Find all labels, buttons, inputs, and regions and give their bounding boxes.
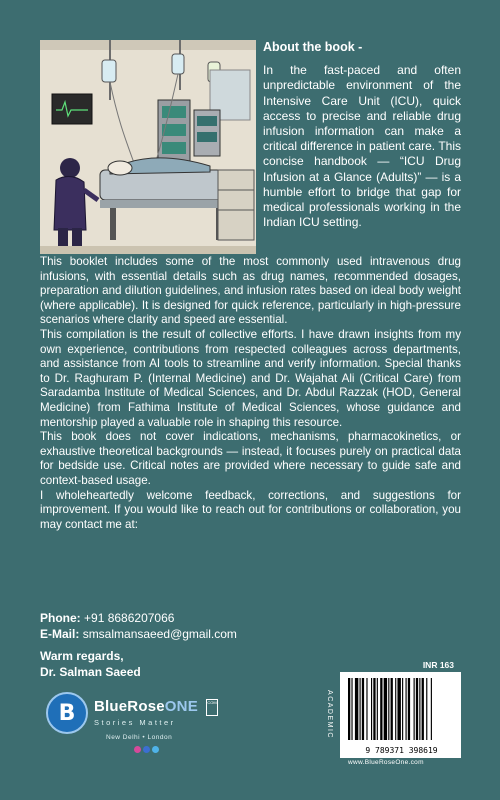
barcode-bar bbox=[419, 678, 420, 740]
author-name: Dr. Salman Saeed bbox=[40, 665, 141, 679]
publisher-name bbox=[94, 698, 198, 715]
barcode-bar bbox=[351, 678, 352, 740]
email-label: E-Mail: bbox=[40, 627, 80, 641]
description-body bbox=[40, 255, 461, 532]
phone-number: +91 8686207066 bbox=[84, 611, 175, 625]
social-icons bbox=[134, 746, 159, 753]
phone-label: Phone: bbox=[40, 611, 81, 625]
publisher-name-main: BlueRose bbox=[94, 698, 165, 715]
barcode-bar bbox=[371, 678, 372, 740]
publisher-name-one: ONE bbox=[164, 698, 198, 715]
barcode-bar bbox=[377, 678, 378, 740]
instagram-icon bbox=[134, 746, 141, 753]
barcode-bar bbox=[366, 678, 367, 740]
barcode-bar bbox=[355, 678, 358, 740]
barcode-bar bbox=[391, 678, 393, 740]
isbn-number: 9 789371 398619 bbox=[365, 746, 438, 755]
barcode-bar bbox=[362, 678, 364, 740]
barcode-bar bbox=[431, 678, 432, 740]
facebook-icon bbox=[143, 746, 150, 753]
paragraph-booklet-contents: This booklet includes some of the most commonly used intravenous drug infusions, with essential details such as drug names, recommended dosages, preparation and dilution guidelines, and infusion rates based on ideal body weight (where applicable). It is designed for quick reference, particularly in high-pressure scenarios where clarity and speed are essential. bbox=[40, 255, 461, 327]
barcode-bar bbox=[408, 678, 410, 740]
barcode-bar bbox=[426, 678, 427, 740]
barcode-bar bbox=[414, 678, 415, 740]
about-title: About the book - bbox=[263, 40, 363, 54]
barcode-bar bbox=[380, 678, 382, 740]
publisher-website: www.BlueRoseOne.com bbox=[348, 759, 424, 766]
regards-text: Warm regards, bbox=[40, 649, 124, 663]
signoff-block bbox=[40, 648, 260, 680]
category-label bbox=[322, 674, 336, 754]
email-address: smsalmansaeed@gmail.com bbox=[82, 627, 237, 641]
about-section bbox=[263, 40, 461, 230]
barcode-bar bbox=[384, 678, 387, 740]
publisher-tagline: Stories Matter bbox=[94, 718, 176, 727]
barcode-bar bbox=[406, 678, 407, 740]
email-line bbox=[40, 626, 340, 642]
contact-block bbox=[40, 610, 340, 642]
barcode-bar bbox=[373, 678, 375, 740]
publisher-com-box: COM bbox=[206, 699, 218, 716]
publisher-logo bbox=[46, 690, 221, 770]
barcode-bar bbox=[422, 678, 424, 740]
paragraph-feedback: I wholeheartedly welcome feedback, corrections, and suggestions for improvement. If you would like to reach out for contributions or collaboration, you may contact me at: bbox=[40, 488, 461, 531]
phone-line bbox=[40, 610, 340, 626]
price-label: INR 163 bbox=[422, 660, 454, 670]
bluerose-logo-icon: B bbox=[46, 692, 88, 734]
category-text: ACADEMIC bbox=[325, 689, 333, 739]
paragraph-scope: This book does not cover indications, mechanisms, pharmacokinetics, or exhaustive theoretical backgrounds — instead, it focuses purely on practical data for bedside use. Critical notes are provided where necessary to guide safe and context-based usage. bbox=[40, 430, 461, 487]
barcode-bar bbox=[348, 678, 350, 740]
barcode-bar bbox=[397, 678, 400, 740]
barcode-bars bbox=[340, 672, 461, 746]
barcode-bar bbox=[360, 678, 361, 740]
publisher-locations: New Delhi • London bbox=[106, 734, 173, 741]
paragraph-acknowledgements: This compilation is the result of collective efforts. I have drawn insights from my own experience, contributions from respected colleagues across departments, and assistance from AI tools to streamline and verify information. Special thanks to Dr. Raghuram P. (Internal Medicine) and Dr. Wajahat Ali (Critical Care) from Saradamba Institute of Medical Sciences, and Dr. Abdul Razzak (HOD, General Medicine) from Fathima Institute of Medical Sciences, whose guidance and mentorship played a valuable role in shaping this resource. bbox=[40, 327, 461, 429]
barcode-bar bbox=[416, 678, 418, 740]
barcode-bar bbox=[402, 678, 403, 740]
icu-scene-image bbox=[40, 40, 256, 254]
icu-illustration bbox=[40, 40, 256, 254]
twitter-icon bbox=[152, 746, 159, 753]
barcode-area bbox=[322, 660, 462, 770]
barcode-bar bbox=[388, 678, 389, 740]
about-paragraph: In the fast-paced and often unpredictable environment of the Intensive Care Unit (ICU), quick access to precise and reliable drug infusion information can make a critical difference in patient care. This concise handbook — “ICU Drug Infusion at a Glance (Adults)” — is a humble effort to bridge that gap for medical professionals working in the Indian ICU setting. bbox=[263, 63, 461, 230]
barcode-bar bbox=[395, 678, 396, 740]
